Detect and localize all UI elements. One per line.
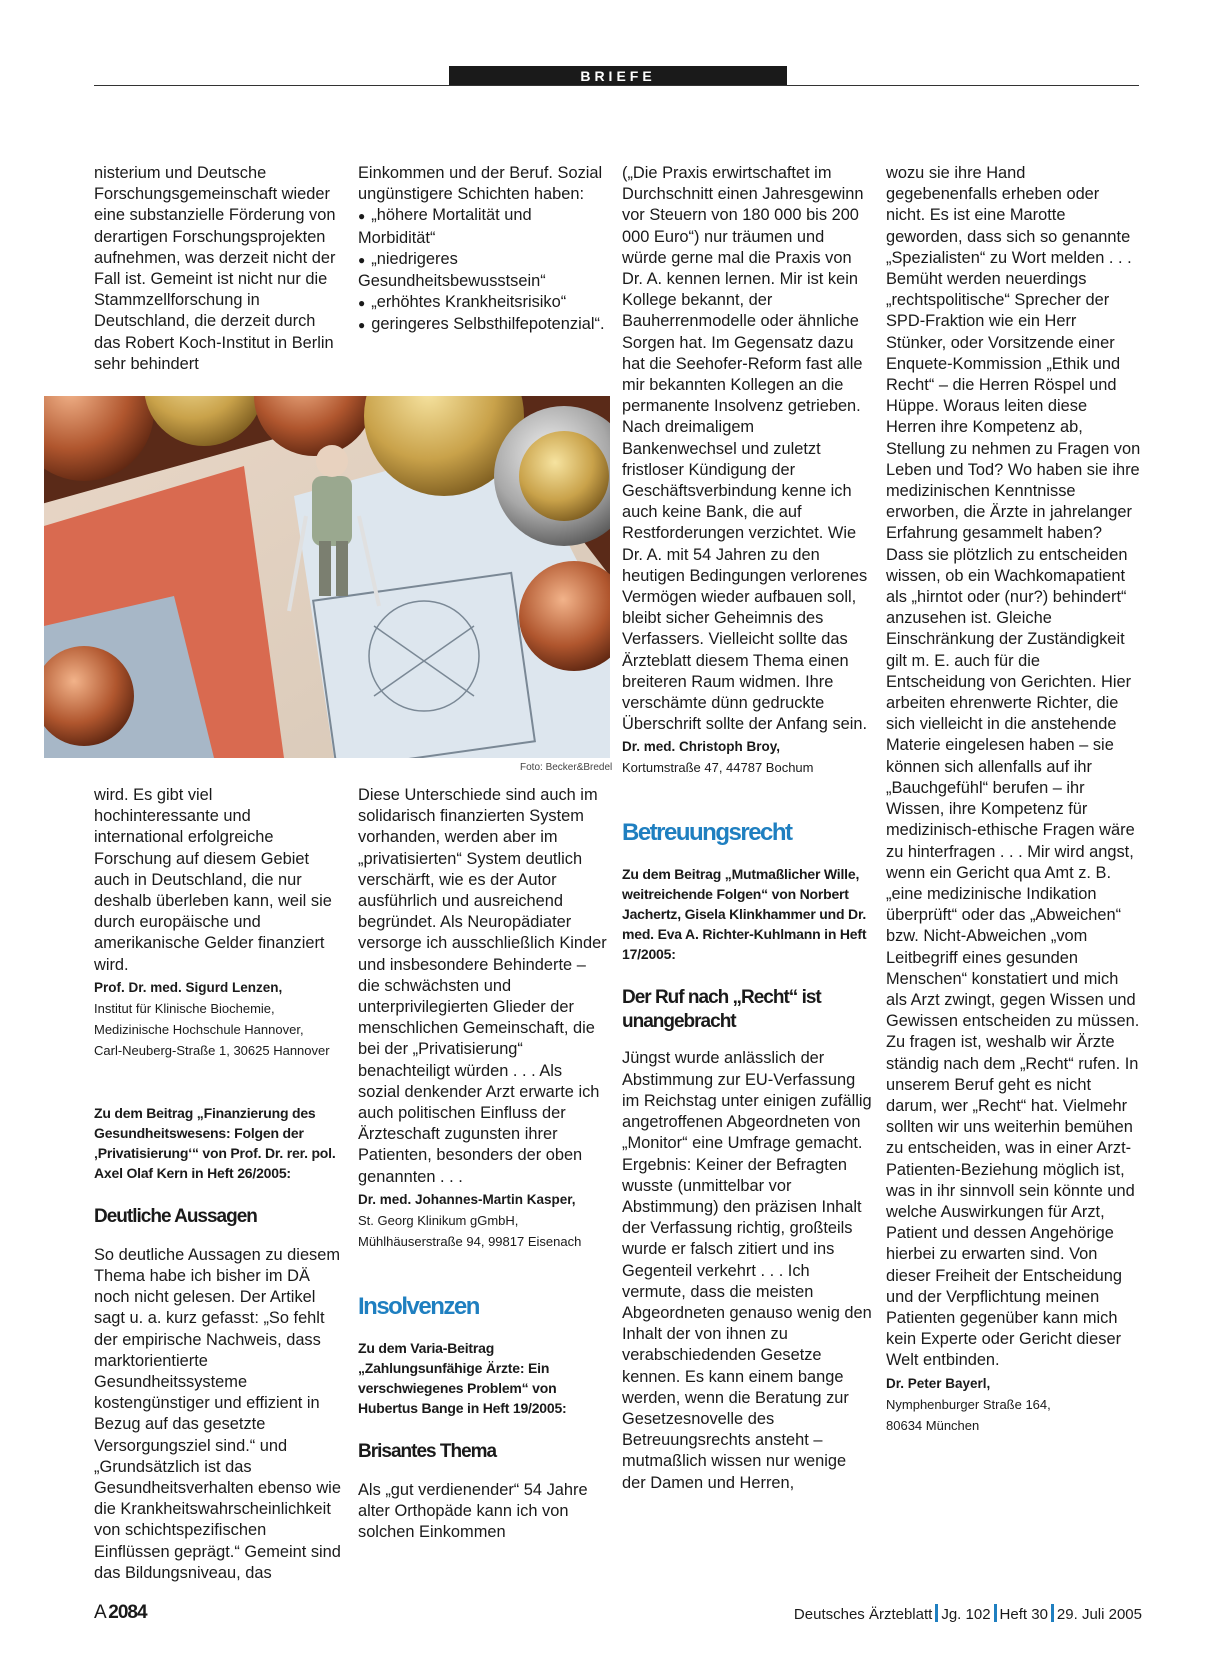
- journal-volume: Jg. 102: [941, 1606, 991, 1623]
- author-address: Kortumstraße 47, 44787 Bochum: [622, 760, 814, 776]
- author-address: Carl-Neuberg-Straße 1, 30625 Hannover: [94, 1042, 330, 1058]
- letter-subhead: Brisantes Thema: [358, 1440, 497, 1462]
- section-heading: Insolvenzen: [358, 1292, 479, 1320]
- letter-subhead: Der Ruf nach „Recht“ ist unangebracht: [622, 987, 821, 1033]
- letter-intro: Zu dem Varia-Beitrag „Zahlungsunfähige Ärzte: Ein verschwiegenes Problem“ von Hubertus Bange in Heft 19/2005:: [358, 1339, 567, 1416]
- column-4: [886, 163, 1141, 1436]
- journal-info: [794, 1604, 1142, 1623]
- letter-intro: Zu dem Beitrag „Finanzierung des Gesundheitswesens: Folgen der ‚Privatisierung‘“ von Prof. Dr. rer. pol. Axel Olaf Kern in Heft 26/2005:: [94, 1104, 336, 1181]
- page-number: A 2084: [94, 1602, 147, 1623]
- author-address: Medizinische Hochschule Hannover,: [94, 1021, 304, 1037]
- paragraph: wozu sie ihre Hand gegebenenfalls erheben oder nicht. Es ist eine Marotte geworden, dass sich so genannte „Spezialisten“ zu Wort melden . . . Bemüht werden neuerdings „rechtspolitische“ Sprecher der SPD-Fraktion wie ein Herr Stünker, oder Vorsitzende einer Enquete-Kommission „Ethik und Recht“ – die Herren Röspel und Hüppe. Woraus leiten diese Herren ihre Kompetenz ab, Stellung zu nehmen zu Fragen von Leben und Tod? Wo haben sie ihre medizinischen Kenntnisse erworben, die Ärzte in jahrelanger Erfahrung gesammelt haben? Dass sie plötzlich zu entscheiden wissen, ob ein Wachkomapatient als „hirntot oder (nur?) behindert“ anzusehen ist. Gleiche Einschränkung der Zuständigkeit gilt m. E. auch für die Entscheidung von Gerichten. Hier arbeiten ehrenwerte Richter, die sich vielleicht in die anstehende Materie eingelesen haben – sie können sich allenfalls auf ihr „Bauchgefühl“ berufen – ihr Wissen, ihre Kompetenz für medizinisch-ethische Fragen wäre zu hinterfragen . . . Mir wird angst, wenn ein Gericht qua Amt z. B. „eine medizinische Indikation überprüft“ oder das „Abweichen“ bzw. Nicht-Abweichen „vom Leitbegriff eines gesunden Menschen“ konstatiert und mich als Arzt zwingt, gegen Wissen und Gewissen entscheiden zu müssen. Zu fragen ist, weshalb wir Ärzte ständig nach dem „Recht“ rufen. In unserem Beruf geht es nicht darum, wer „Recht“ hat. Vielmehr sollten wir uns weiterhin bemühen zu entscheiden, was in einer Arzt-Patienten-Beziehung möglich ist, was in ihr sinnvoll sein könnte und welche Auswirkungen für Arzt, Patient und dessen Angehörige hierbei zu erwarten sind. Von dieser Freiheit der Entscheidung und der Verpflichtung meinen Patienten gegenüber kann mich kein Experte oder Gericht dieser Welt entbinden.: [886, 164, 1141, 1370]
- divider: [935, 1604, 938, 1622]
- column-2-bottom: [358, 785, 608, 1543]
- author-address: St. Georg Klinikum gGmbH,: [358, 1212, 519, 1228]
- list-item: ● „erhöhtes Krankheitsrisiko“: [358, 292, 608, 314]
- letter-intro: Zu dem Beitrag „Mutmaßlicher Wille, weitreichende Folgen“ von Norbert Jachertz, Gisela Klinkhammer und Dr. med. Eva A. Richter-Kuhlmann in Heft 17/2005:: [622, 866, 867, 963]
- column-1-top: [94, 163, 341, 375]
- letter-author: Dr. med. Johannes-Martin Kasper,: [358, 1191, 576, 1207]
- column-3: [622, 163, 872, 1494]
- paragraph: wird. Es gibt viel hochinteressante und international erfolgreiche Forschung auf diesem Gebiet auch in Deutschland, die nur deshalb überleben kann, weil sie durch europäische und amerikanische Gelder finanziert wird.: [94, 786, 332, 974]
- letter-author: Dr. med. Christoph Broy,: [622, 739, 781, 755]
- column-2-top: [358, 163, 608, 337]
- paragraph: Als „gut verdienender“ 54 Jahre alter Orthopäde kann ich von solchen Einkommen: [358, 1480, 588, 1542]
- divider: [994, 1604, 997, 1622]
- article-photo: [44, 396, 610, 758]
- letter-author: Dr. Peter Bayerl,: [886, 1375, 991, 1391]
- paragraph: Diese Unterschiede sind auch im solidarisch finanzierten System vorhanden, werden aber im „privatisierten“ System deutlich verschärft, wie es der Autor ausführlich und ausreichend begründet. Als Neuropädiater versorge ich ausschließlich Kinder und insbesondere Behinderte – die schwächsten und unterprivilegierten Glieder der menschlichen Gemeinschaft, die bei der „Privatisierung“ benachteiligt würden . . . Als sozial denkender Arzt erwarte ich auch politischen Einfluss der Ärzteschaft zugunsten ihrer Patienten, besonders der oben genannten . . .: [358, 786, 607, 1186]
- column-1-bottom: [94, 785, 341, 1584]
- photo-credit: Foto: Becker&Bredel: [520, 762, 613, 773]
- letter-author: Prof. Dr. med. Sigurd Lenzen,: [94, 979, 283, 995]
- paragraph: Jüngst wurde anlässlich der Abstimmung zur EU-Verfassung im Reichstag unter einigen zufällig angetroffenen Abgeordneten von „Monitor“ eine Umfrage gemacht. Ergebnis: Keiner der Befragten wusste (unmittelbar vor Abstimmung) den präzisen Inhalt der Verfassung richtig, großteils wurde er falsch zitiert und ins Gegenteil verkehrt . . . Ich vermute, dass die meisten Abgeordneten genauso wenig den Inhalt der von ihnen zu verabschiedenden Gesetze kennen. Es kann einem bange werden, wenn die Beratung zur Gesetzesnovelle des Betreuungsrechts ansteht – mutmaßlich wissen nur wenige der Damen und Herren,: [622, 1049, 872, 1492]
- header-rule: [94, 85, 1139, 86]
- author-address: 80634 München: [886, 1417, 980, 1433]
- list-item: ● „höhere Mortalität und Morbidität“: [358, 205, 608, 248]
- journal-name: Deutsches Ärzteblatt: [793, 1606, 933, 1623]
- list-item: ● „niedrigeres Gesundheitsbewusstsein“: [358, 249, 608, 292]
- journal-issue: Heft 30: [999, 1606, 1048, 1623]
- letter-subhead: Deutliche Aussagen: [94, 1205, 257, 1227]
- paragraph: Einkommen und der Beruf. Sozial ungünstigere Schichten haben:: [358, 164, 603, 204]
- photo-coins-banknote: [44, 396, 610, 758]
- section-heading: Betreuungsrecht: [622, 819, 792, 847]
- author-address: Nymphenburger Straße 164,: [886, 1396, 1051, 1412]
- list-item: ● geringeres Selbsthilfepotenzial“.: [358, 314, 608, 336]
- paragraph: nisterium und Deutsche Forschungsgemeinschaft wieder eine substanzielle Förderung von derartigen Forschungsprojekten aufnehmen, was derzeit nicht der Fall ist. Gemeint ist nicht nur die Stammzellforschung in Deutschland, die derzeit durch das Robert Koch-Institut in Berlin sehr behindert: [94, 164, 336, 373]
- section-label: BRIEFE: [449, 66, 787, 86]
- author-address: Mühlhäuserstraße 94, 99817 Eisenach: [358, 1233, 582, 1249]
- paragraph: So deutliche Aussagen zu diesem Thema habe ich bisher im DÄ noch nicht gelesen. Der Artikel sagt u. a. kurz gefasst: „So fehlt der empirische Nachweis, dass marktorientierte Gesundheitssysteme kostengünstiger und effizient in Bezug auf das gesetzte Versorgungsziel sind.“ und „Grundsätzlich ist das Gesundheitsverhalten ebenso wie die Krankheitswahrscheinlichkeit von schichtspezifischen Einflüssen geprägt.“ Gemeint sind das Bildungsniveau, das: [94, 1245, 341, 1582]
- bullet-list: [358, 205, 608, 336]
- author-address: Institut für Klinische Biochemie,: [94, 1000, 275, 1016]
- journal-date: 29. Juli 2005: [1056, 1606, 1142, 1623]
- paragraph: („Die Praxis erwirtschaftet im Durchschnitt einen Jahresgewinn vor Steuern von 180 000 bis 200 000 Euro“) nur träumen und würde gerne mal die Praxis von Dr. A. kennen lernen. Mir ist kein Kollege bekannt, der Bauherrenmodelle oder ähnliche Sorgen hat. Im Gegensatz dazu hat die Seehofer-Reform fast alle mir bekannten Kollegen an die permanente Insolvenz getrieben. Nach dreimaligem Bankenwechsel und zuletzt fristloser Kündigung der Geschäftsverbindung kenne ich auch keine Bank, die auf Restforderungen verzichtet. Wie Dr. A. mit 54 Jahren zu den heutigen Bedingungen verlorenes Vermögen wieder aufbauen soll, bleibt sicher Geheimnis des Verfassers. Vielleicht sollte das Ärzteblatt diesem Thema einen breiteren Raum widmen. Ihre verschämte dünn gedruckte Überschrift sollte der Anfang sein.: [622, 164, 868, 734]
- divider: [1051, 1604, 1054, 1622]
